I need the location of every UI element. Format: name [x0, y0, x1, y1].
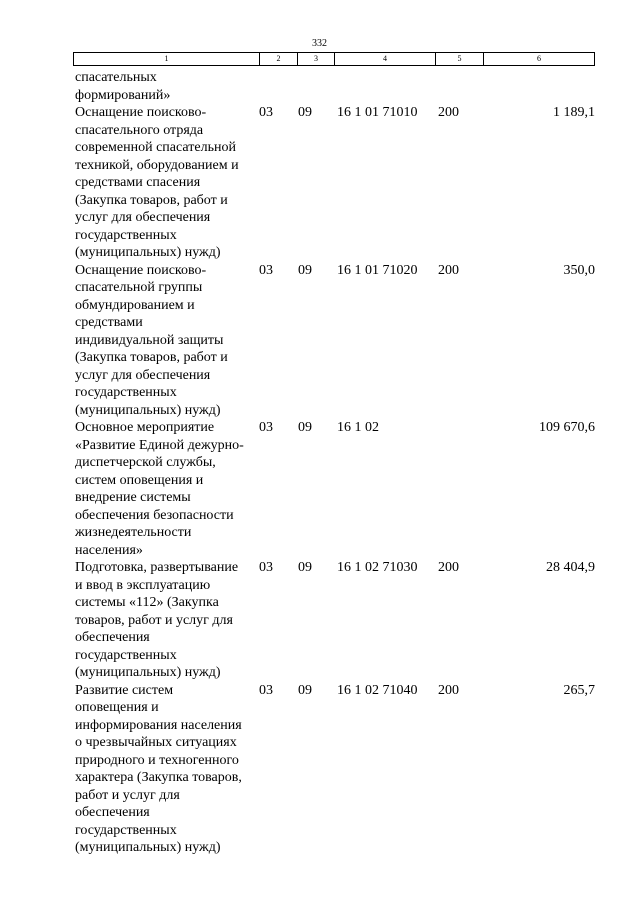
row-target-code: 16 1 02 71040	[337, 682, 418, 698]
column-header-6: 6	[537, 54, 541, 63]
row-description: Оснащение поисково- спасательного отряда современной спасательной техникой, оборудованием и средствами спасения (Закупка товаров, работ и услуг для обеспечения государственных (муниципальных) нужд)	[75, 105, 239, 260]
row-description: Оснащение поисково- спасательной группы обмундированием и средствами индивидуальной защиты (Закупка товаров, работ и услуг для обеспечения государственных (муниципальных) нужд)	[75, 262, 228, 418]
row-target-code: 16 1 01 71020	[337, 262, 418, 278]
table-row	[75, 262, 595, 420]
column-header-4: 4	[335, 53, 436, 65]
row-subsection: 09	[298, 682, 312, 698]
row-expense-type: 200	[438, 682, 459, 698]
row-amount: 265,7	[563, 682, 595, 698]
column-header-5: 5	[436, 53, 484, 65]
table-row	[75, 559, 595, 682]
row-section: 03	[259, 560, 273, 575]
row-subsection: 09	[298, 420, 312, 435]
row-description: Подготовка, развертывание и ввод в эксплуатацию системы «112» (Закупка товаров, работ и услуг для обеспечения государственных (муниципальных) нужд)	[75, 560, 239, 680]
row-amount: 28 404,9	[546, 560, 595, 575]
row-amount: 1 189,1	[553, 105, 595, 120]
row-amount: 350,0	[563, 262, 595, 278]
row-section: 03	[259, 105, 273, 120]
table-row	[75, 419, 595, 559]
row-section: 03	[259, 682, 273, 698]
column-header-3: 3	[298, 53, 335, 65]
row-description: Основное мероприятие «Развитие Единой дежурно- диспетчерской службы, систем оповещения и внедрение системы обеспечения безопасности жизнедеятельности населения»	[75, 420, 244, 558]
row-subsection: 09	[298, 105, 312, 120]
table-row	[75, 69, 595, 104]
table-header	[73, 52, 595, 66]
row-target-code: 16 1 02	[337, 420, 379, 435]
column-header-1: 1	[74, 53, 260, 65]
row-section: 03	[259, 262, 273, 278]
page-number: 332	[312, 38, 327, 49]
row-amount: 109 670,6	[539, 420, 595, 435]
table-body	[75, 69, 595, 857]
table-row	[75, 104, 595, 262]
row-section: 03	[259, 420, 273, 435]
column-header-2: 2	[260, 53, 298, 65]
table-row	[75, 682, 595, 857]
row-description: спасательных формирований»	[75, 70, 171, 103]
row-subsection: 09	[298, 560, 312, 575]
row-target-code: 16 1 01 71010	[337, 105, 418, 120]
row-description: Развитие систем оповещения и информирования населения о чрезвычайных ситуациях природного и техногенного характера (Закупка товаров, работ и услуг для обеспечения государственных (муниципальных) нужд)	[75, 682, 242, 855]
row-subsection: 09	[298, 262, 312, 278]
row-target-code: 16 1 02 71030	[337, 560, 418, 575]
row-expense-type: 200	[438, 262, 459, 278]
row-expense-type: 200	[438, 105, 459, 120]
row-expense-type: 200	[438, 560, 459, 575]
